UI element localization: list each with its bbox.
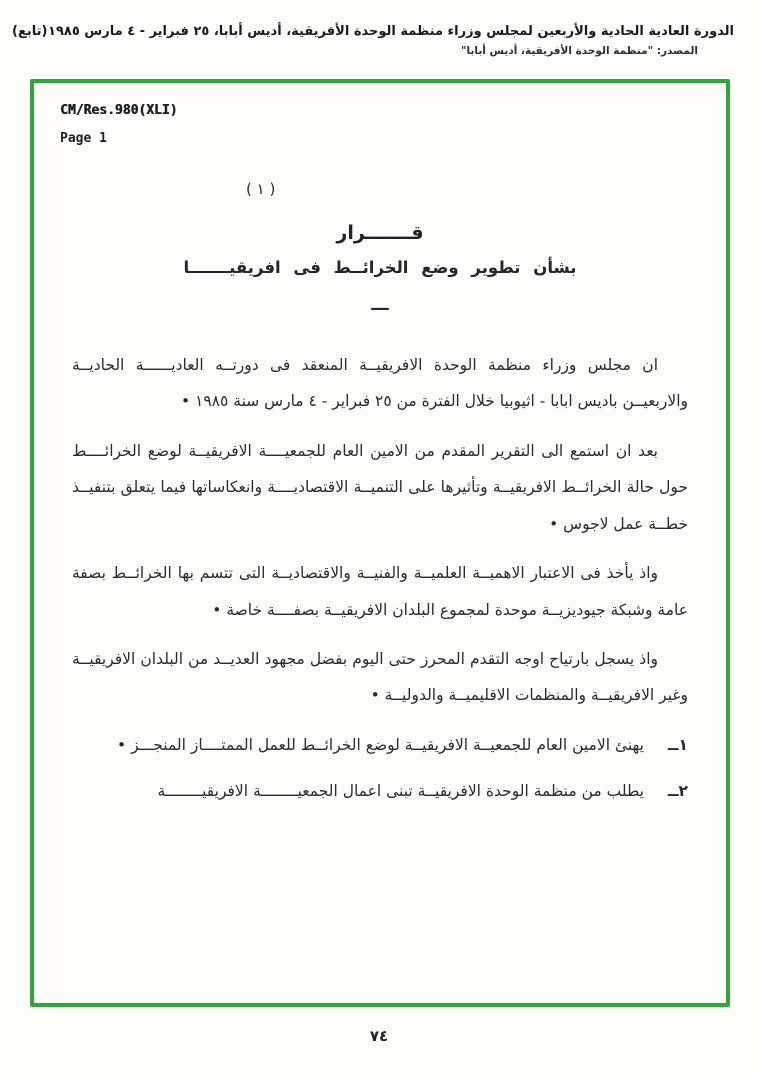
resolution-body [34,347,726,810]
reference-block [34,103,726,146]
numbered-item [72,727,688,763]
resolution-number: ( ١ ) [246,180,276,198]
document-scan-frame [30,79,730,1007]
header-continued-label: (تابع) [12,24,48,39]
page-number: ٧٤ [369,1027,389,1045]
item-number: ٢ــ [667,782,688,801]
header-session-row [0,0,758,39]
document-reference: CM/Res.980(XLI) [60,103,178,118]
paragraph-considering: واذ يأخذ فى الاعتبار الاهميــة العلميــة والفنيــة والاقتصاديــة التى تتسم بها الخرائــط بصفة عامة وشبكة جيوديزيــة موحدة لمجموع البلدان الافريقيــة بصفــــة خاصة • [72,564,688,619]
numbered-item [72,773,688,809]
item-number: ١ــ [667,735,688,754]
item-text: يطلب من منظمة الوحدة الافريقيــة تبنى اعمال الجمعيــــــــة الافريقيــــــــة [157,782,644,801]
page-header [0,0,758,57]
paragraph-having-heard: بعد ان استمع الى التقرير المقدم من الامين العام للجمعيــــة الافريقيــة لوضع الخرائــــط حول حالة الخرائــط الافريقيــة وتأثيرها على التنميــة الاقتصاديــــة وانعكاساتها فيما يتعلق بتنفيــذ خطــة عمل لاجوس • [72,441,688,533]
divider-dash: ـــ [371,295,389,315]
resolution-subject: بشأن تطوير وضع الخرائــط فى افريقيـــــــا [183,258,577,277]
item-text: يهنئ الامين العام للجمعيــة الافريقيــة لوضع الخرائــط للعمل الممتــــاز المنجـــز • [117,735,644,754]
resolution-title: قـــــــرار [336,222,424,244]
header-source-line: المصدر: "منظمة الوحدة الأفريقية، أديس أبابا" [461,45,698,57]
paragraph-noting-progress: واذ يسجل بارتياح اوجه التقدم المحرز حتى اليوم بفضل مجهود العديــد من البلدان الافريقيــة وغير الافريقيــة والمنظمات الاقليميــة والدوليــة • [72,649,688,705]
document-page-label: Page 1 [60,131,107,146]
header-session-line: الدورة العادية الحادية والأربعين لمجلس وزراء منظمة الوحدة الأفريقية، أديس أبابا، ٢٥ فبراير - ٤ مارس ١٩٨٥ [48,24,734,39]
paragraph-preamble-session: ان مجلس وزراء منظمة الوحدة الافريقيــة المنعقد فى دورتــه العاديــــــة الحاديــة والاربعيــن باديس ابابا - اثيوبيا خلال الفترة من ٢٥ فبراير - ٤ مارس سنة ١٩٨٥ • [72,356,688,411]
